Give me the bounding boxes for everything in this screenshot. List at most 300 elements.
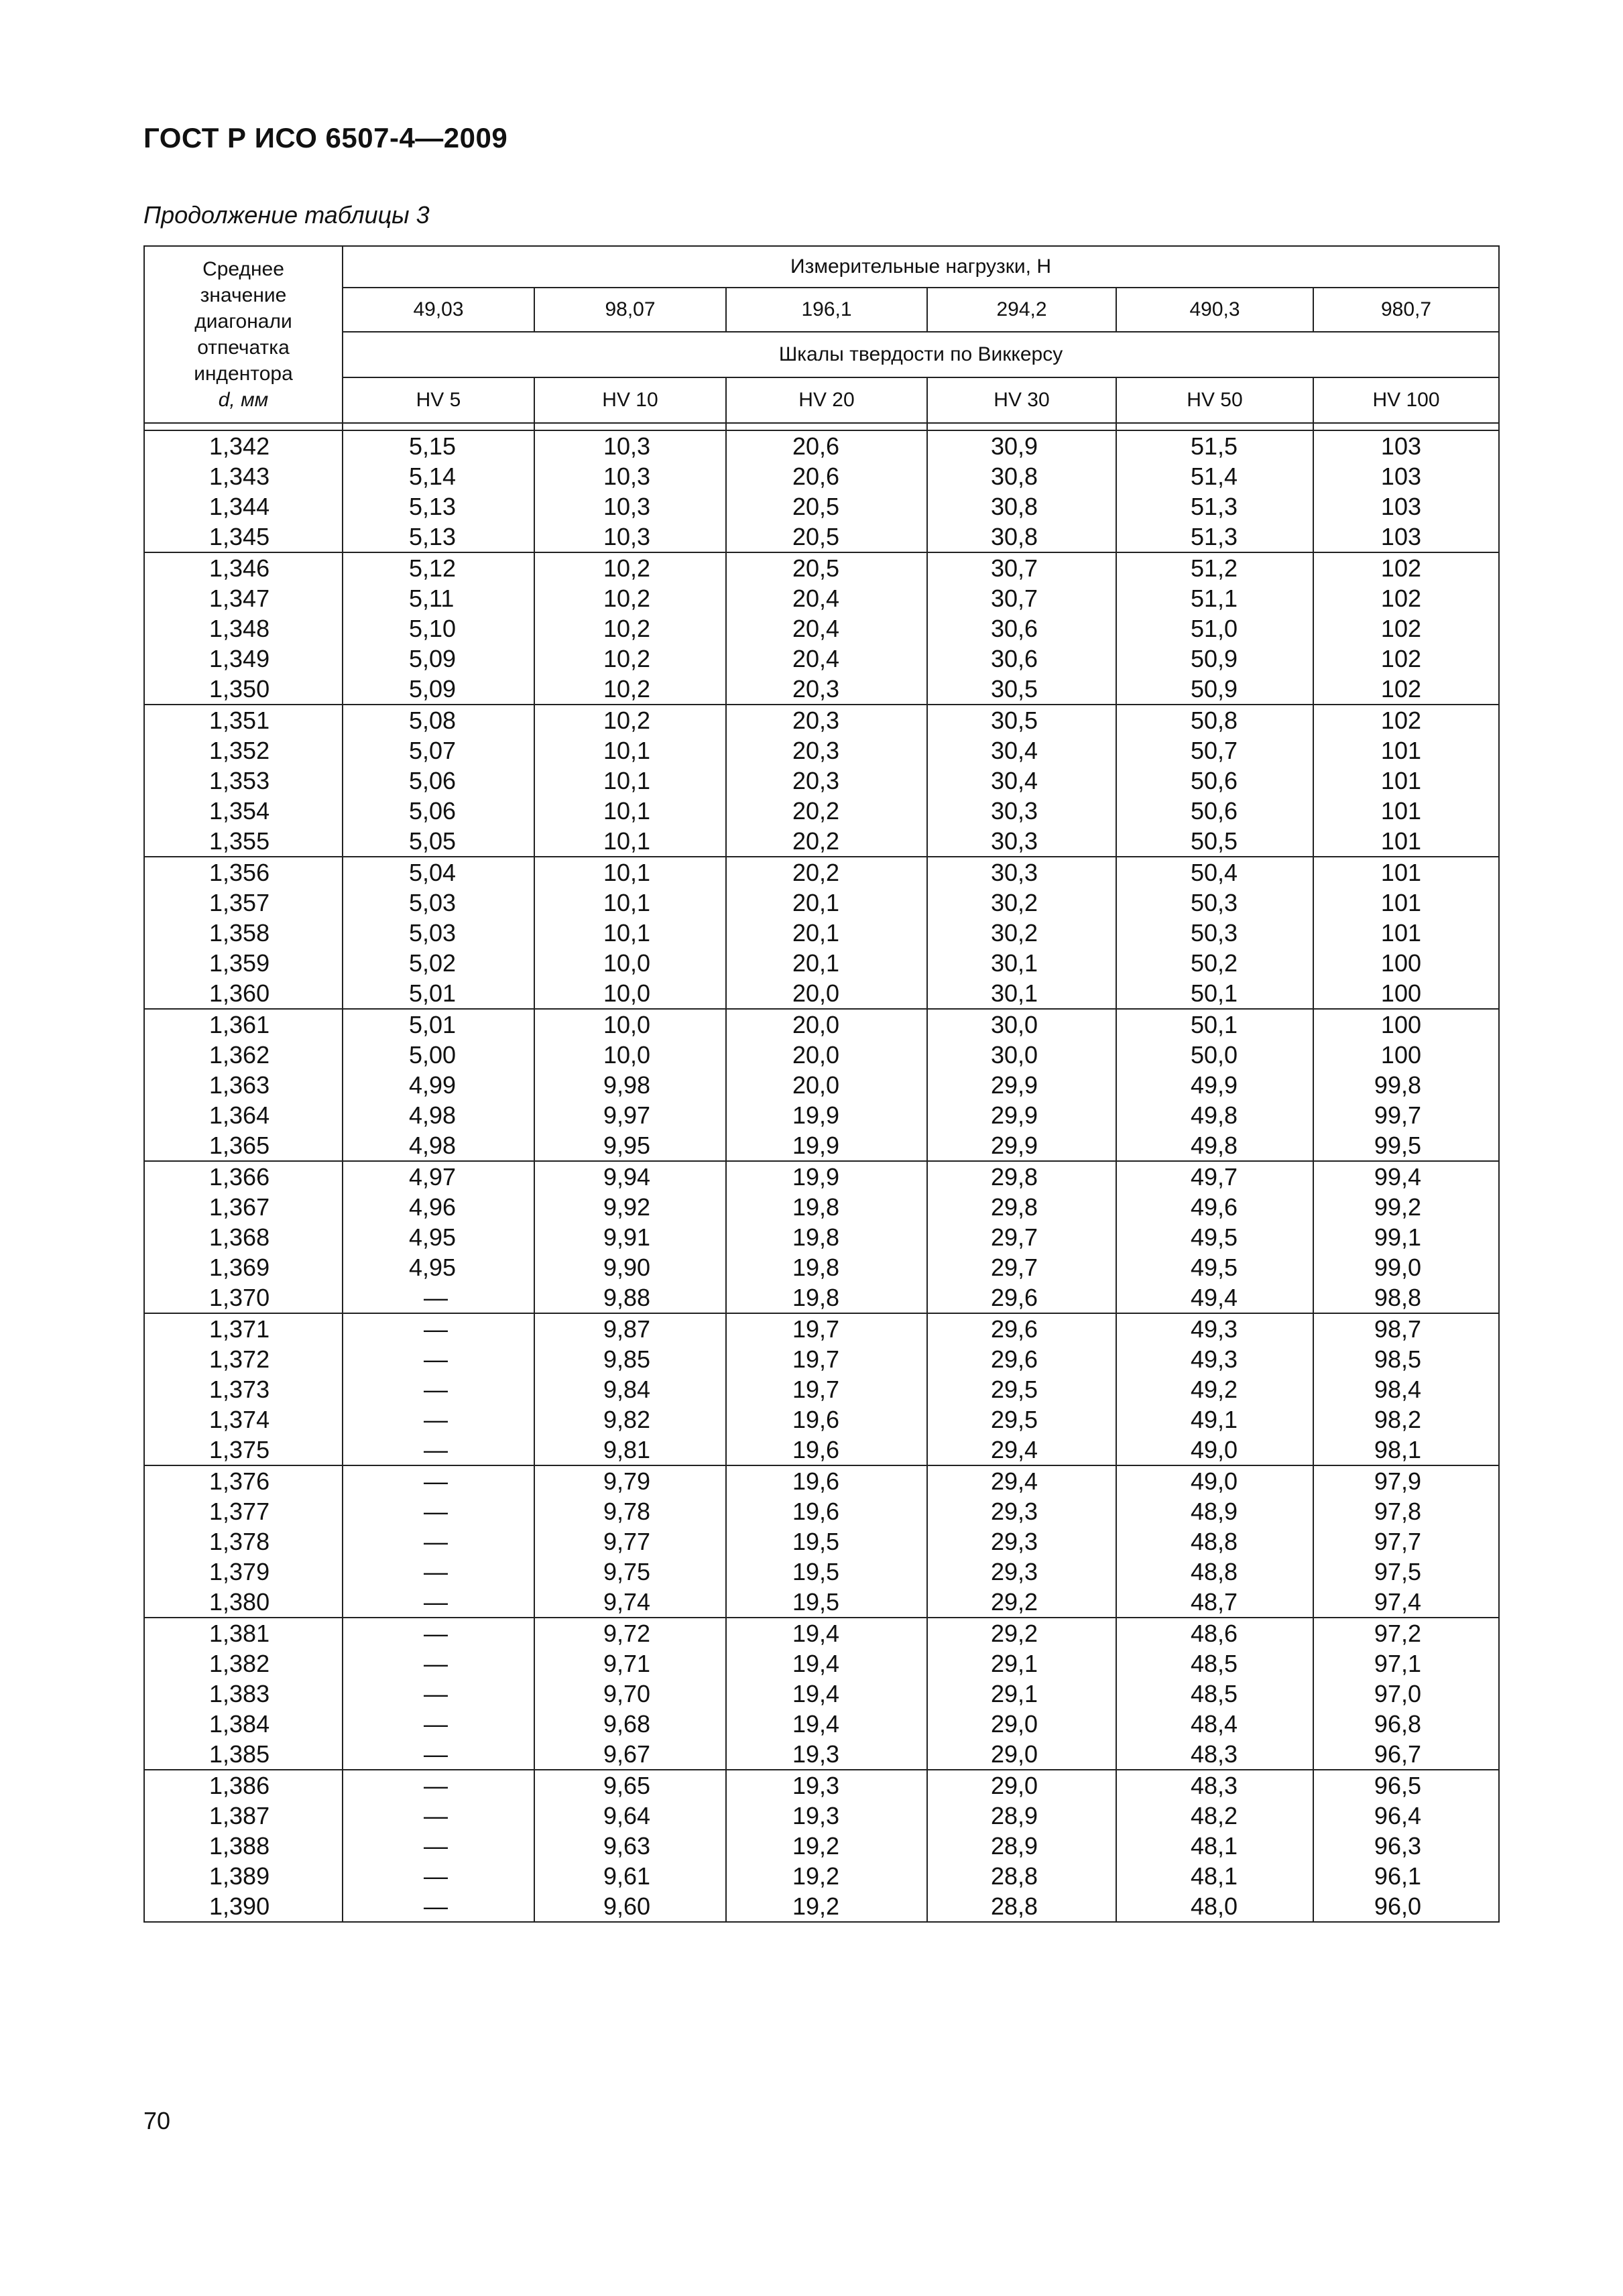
d-cell	[144, 1465, 343, 1618]
hv20-value: 20,3	[792, 767, 840, 794]
hv30-value: 30,6	[991, 615, 1038, 642]
diagonal-value: 1,389	[209, 1862, 270, 1890]
hv100-value: 101	[1380, 737, 1421, 764]
hv5-cell	[343, 857, 534, 1009]
hv100-value: 97,0	[1374, 1680, 1421, 1707]
table-row-group	[144, 1161, 1499, 1313]
hv100-cell	[1313, 1618, 1499, 1770]
diagonal-value: 1,386	[209, 1772, 270, 1799]
hv10-value: 10,1	[603, 737, 651, 764]
hv100-value: 97,1	[1374, 1650, 1421, 1677]
hv30-value: 29,5	[991, 1376, 1038, 1403]
hv5-cell	[343, 552, 534, 705]
hv30-value: 29,9	[991, 1101, 1038, 1129]
hv30-value: 29,9	[991, 1132, 1038, 1159]
hv10-value: 9,77	[603, 1528, 651, 1555]
hv5-value: —	[424, 1588, 448, 1616]
hv20-value: 20,1	[792, 919, 840, 947]
hv5-value: 5,07	[409, 737, 457, 764]
hv50-value: 50,7	[1191, 737, 1238, 764]
diagonal-value: 1,365	[209, 1132, 270, 1159]
diagonal-value: 1,349	[209, 645, 270, 672]
hv100-value: 103	[1380, 463, 1421, 490]
diagonal-value: 1,358	[209, 919, 270, 947]
d-cell	[144, 552, 343, 705]
hv30-value: 29,6	[991, 1315, 1038, 1343]
hv30-value: 30,1	[991, 979, 1038, 1007]
hv10-value: 9,71	[603, 1650, 651, 1677]
hv5-value: —	[424, 1528, 448, 1555]
diagonal-value: 1,387	[209, 1802, 270, 1829]
hv10-value: 9,90	[603, 1254, 651, 1281]
diagonal-value: 1,344	[209, 493, 270, 520]
diagonal-value: 1,360	[209, 979, 270, 1007]
hv10-cell	[534, 1770, 726, 1922]
hv30-value: 29,4	[991, 1436, 1038, 1463]
hv20-value: 19,4	[792, 1710, 840, 1738]
hv30-value: 29,8	[991, 1163, 1038, 1191]
hv5-cell	[343, 1009, 534, 1161]
vickers-hardness-table	[143, 245, 1500, 1923]
hv20-value: 20,6	[792, 463, 840, 490]
hv20-value: 19,6	[792, 1467, 840, 1495]
hv10-cell	[534, 430, 726, 552]
hv10-value: 10,2	[603, 615, 651, 642]
diagonal-value: 1,346	[209, 554, 270, 582]
table-row-group	[144, 1465, 1499, 1618]
hv50-value: 48,3	[1191, 1740, 1238, 1768]
hv10-value: 9,78	[603, 1498, 651, 1525]
hv100-value: 98,1	[1374, 1436, 1421, 1463]
hv5-value: —	[424, 1376, 448, 1403]
hv30-value: 30,8	[991, 493, 1038, 520]
hv5-value: —	[424, 1620, 448, 1647]
hv10-value: 9,92	[603, 1193, 651, 1221]
hv20-value: 19,8	[792, 1193, 840, 1221]
d-cell	[144, 857, 343, 1009]
hv50-value: 49,7	[1191, 1163, 1238, 1191]
hv50-value: 48,4	[1191, 1710, 1238, 1738]
diagonal-value: 1,378	[209, 1528, 270, 1555]
hv10-value: 9,65	[603, 1772, 651, 1799]
hv50-value: 48,7	[1191, 1588, 1238, 1616]
hv50-value: 50,2	[1191, 949, 1238, 977]
hv5-value: —	[424, 1315, 448, 1343]
hv100-value: 102	[1380, 615, 1421, 642]
scale-header: HV 10	[534, 377, 726, 423]
hv10-value: 9,79	[603, 1467, 651, 1495]
table-row-group	[144, 1009, 1499, 1161]
hv30-value: 30,3	[991, 827, 1038, 855]
hv10-value: 9,87	[603, 1315, 651, 1343]
hv100-cell	[1313, 1770, 1499, 1922]
diagonal-value: 1,390	[209, 1892, 270, 1920]
hv50-value: 49,5	[1191, 1254, 1238, 1281]
hv10-value: 10,1	[603, 797, 651, 825]
hv5-value: —	[424, 1680, 448, 1707]
hv30-value: 30,7	[991, 585, 1038, 612]
hv50-value: 50,3	[1191, 889, 1238, 916]
hv30-value: 30,4	[991, 737, 1038, 764]
hv100-cell	[1313, 1009, 1499, 1161]
hv10-value: 10,1	[603, 919, 651, 947]
diagonal-value: 1,361	[209, 1011, 270, 1038]
hv50-value: 51,4	[1191, 463, 1238, 490]
hv5-value: —	[424, 1436, 448, 1463]
hv100-value: 97,7	[1374, 1528, 1421, 1555]
hv10-value: 10,2	[603, 707, 651, 734]
hv50-value: 49,6	[1191, 1193, 1238, 1221]
hv10-cell	[534, 552, 726, 705]
hv20-value: 19,8	[792, 1223, 840, 1251]
hv20-value: 20,5	[792, 554, 840, 582]
diagonal-value: 1,383	[209, 1680, 270, 1707]
loads-title: Измерительные нагрузки, Н	[343, 246, 1499, 288]
hv100-value: 100	[1380, 1041, 1421, 1069]
hv30-value: 28,9	[991, 1832, 1038, 1860]
hv100-value: 97,8	[1374, 1498, 1421, 1525]
hv20-value: 19,9	[792, 1132, 840, 1159]
diagonal-value: 1,379	[209, 1558, 270, 1585]
hv20-value: 20,4	[792, 645, 840, 672]
load-header: 294,2	[927, 288, 1116, 332]
load-header: 490,3	[1116, 288, 1313, 332]
hv50-value: 49,0	[1191, 1467, 1238, 1495]
hv50-cell	[1116, 1161, 1313, 1313]
hv100-value: 98,8	[1374, 1284, 1421, 1311]
hv5-value: 4,98	[409, 1132, 457, 1159]
hv20-cell	[726, 1618, 927, 1770]
hv100-value: 96,7	[1374, 1740, 1421, 1768]
hv5-value: 5,00	[409, 1041, 457, 1069]
hv50-cell	[1116, 1009, 1313, 1161]
hv100-value: 99,8	[1374, 1071, 1421, 1099]
hv50-value: 49,5	[1191, 1223, 1238, 1251]
hv20-value: 19,7	[792, 1315, 840, 1343]
hv100-value: 101	[1380, 797, 1421, 825]
hv5-value: 5,05	[409, 827, 457, 855]
hv100-value: 98,5	[1374, 1345, 1421, 1373]
hv30-cell	[927, 705, 1116, 857]
hv50-value: 51,0	[1191, 615, 1238, 642]
hv10-cell	[534, 1465, 726, 1618]
hv5-cell	[343, 705, 534, 857]
hv5-value: 5,12	[409, 554, 457, 582]
hv50-value: 50,8	[1191, 707, 1238, 734]
hv50-value: 49,2	[1191, 1376, 1238, 1403]
hv20-value: 19,2	[792, 1862, 840, 1890]
diagonal-value: 1,371	[209, 1315, 270, 1343]
hv100-value: 103	[1380, 523, 1421, 550]
diagonal-value: 1,381	[209, 1620, 270, 1647]
hv100-value: 102	[1380, 645, 1421, 672]
hv5-value: —	[424, 1498, 448, 1525]
hv30-value: 30,6	[991, 645, 1038, 672]
hv10-cell	[534, 1009, 726, 1161]
hv100-value: 101	[1380, 767, 1421, 794]
hv50-value: 48,8	[1191, 1558, 1238, 1585]
hv50-value: 50,5	[1191, 827, 1238, 855]
hv20-cell	[726, 1770, 927, 1922]
hv30-value: 29,0	[991, 1740, 1038, 1768]
hv10-value: 10,2	[603, 675, 651, 703]
hv50-value: 50,1	[1191, 979, 1238, 1007]
hv5-value: 5,06	[409, 767, 457, 794]
hv20-value: 19,3	[792, 1740, 840, 1768]
hv50-cell	[1116, 430, 1313, 552]
hv30-value: 29,3	[991, 1558, 1038, 1585]
hv50-value: 51,3	[1191, 523, 1238, 550]
diagonal-header-line: индентора	[194, 363, 293, 385]
hv30-cell	[927, 857, 1116, 1009]
hv50-value: 51,2	[1191, 554, 1238, 582]
hv30-cell	[927, 1009, 1116, 1161]
hv100-value: 96,8	[1374, 1710, 1421, 1738]
hv100-value: 100	[1380, 949, 1421, 977]
hv20-value: 20,2	[792, 797, 840, 825]
hv100-value: 99,7	[1374, 1101, 1421, 1129]
hv5-value: 5,13	[409, 493, 457, 520]
hv5-value: 5,06	[409, 797, 457, 825]
hv10-value: 9,97	[603, 1101, 651, 1129]
hv10-value: 9,60	[603, 1892, 651, 1920]
hv30-value: 30,5	[991, 707, 1038, 734]
hv100-value: 99,5	[1374, 1132, 1421, 1159]
load-header: 196,1	[726, 288, 927, 332]
hv50-cell	[1116, 1770, 1313, 1922]
hv5-value: 5,11	[409, 585, 455, 612]
hv50-value: 48,9	[1191, 1498, 1238, 1525]
hv30-value: 29,0	[991, 1710, 1038, 1738]
header-separator	[144, 423, 1499, 430]
hv10-value: 10,1	[603, 827, 651, 855]
hv20-value: 19,4	[792, 1680, 840, 1707]
hv50-cell	[1116, 1618, 1313, 1770]
hv5-cell	[343, 1770, 534, 1922]
diagonal-value: 1,351	[209, 707, 270, 734]
hv50-value: 50,3	[1191, 919, 1238, 947]
table-row-group	[144, 1770, 1499, 1922]
hv30-cell	[927, 1770, 1116, 1922]
scale-header: HV 20	[726, 377, 927, 423]
diagonal-value: 1,367	[209, 1193, 270, 1221]
diagonal-value: 1,364	[209, 1101, 270, 1129]
hv100-value: 102	[1380, 707, 1421, 734]
hv50-cell	[1116, 705, 1313, 857]
hv30-value: 28,8	[991, 1862, 1038, 1890]
hv50-value: 49,1	[1191, 1406, 1238, 1433]
hv20-value: 20,3	[792, 675, 840, 703]
diagonal-header-line: значение	[200, 284, 287, 306]
hv100-value: 100	[1380, 1011, 1421, 1038]
hv100-value: 99,1	[1374, 1223, 1421, 1251]
diagonal-value: 1,356	[209, 859, 270, 886]
hv20-value: 19,8	[792, 1284, 840, 1311]
hv10-value: 10,3	[603, 463, 651, 490]
diagonal-value: 1,343	[209, 463, 270, 490]
hv100-cell	[1313, 705, 1499, 857]
hv20-value: 19,6	[792, 1498, 840, 1525]
hv10-value: 9,82	[603, 1406, 651, 1433]
hv10-cell	[534, 1618, 726, 1770]
hv20-value: 19,4	[792, 1650, 840, 1677]
hv5-value: 5,01	[409, 1011, 457, 1038]
hv20-value: 20,2	[792, 859, 840, 886]
hv10-value: 9,88	[603, 1284, 651, 1311]
hv10-value: 9,98	[603, 1071, 651, 1099]
diagonal-value: 1,374	[209, 1406, 270, 1433]
hv100-value: 101	[1380, 859, 1421, 886]
hv10-cell	[534, 1313, 726, 1465]
hv20-value: 19,7	[792, 1376, 840, 1403]
hv50-value: 49,4	[1191, 1284, 1238, 1311]
diagonal-value: 1,388	[209, 1832, 270, 1860]
hv20-value: 20,2	[792, 827, 840, 855]
scale-header: HV 100	[1313, 377, 1499, 423]
hv100-value: 97,9	[1374, 1467, 1421, 1495]
hv100-value: 101	[1380, 827, 1421, 855]
d-cell	[144, 1161, 343, 1313]
hv20-value: 20,3	[792, 707, 840, 734]
diagonal-value: 1,382	[209, 1650, 270, 1677]
hv20-value: 19,2	[792, 1832, 840, 1860]
hv30-cell	[927, 1465, 1116, 1618]
diagonal-value: 1,384	[209, 1710, 270, 1738]
hv30-value: 29,0	[991, 1772, 1038, 1799]
d-cell	[144, 1770, 343, 1922]
hv100-value: 96,4	[1374, 1802, 1421, 1829]
hv20-value: 20,4	[792, 615, 840, 642]
hv30-cell	[927, 1313, 1116, 1465]
hv20-cell	[726, 1009, 927, 1161]
hv100-cell	[1313, 1465, 1499, 1618]
hv5-value: 5,09	[409, 645, 457, 672]
hv5-value: —	[424, 1740, 448, 1768]
hv50-value: 48,2	[1191, 1802, 1238, 1829]
hv100-value: 96,5	[1374, 1772, 1421, 1799]
hv50-value: 51,5	[1191, 432, 1238, 460]
hv5-cell	[343, 1161, 534, 1313]
hv5-value: —	[424, 1558, 448, 1585]
hv50-value: 50,4	[1191, 859, 1238, 886]
hv100-value: 98,2	[1374, 1406, 1421, 1433]
hv30-value: 30,3	[991, 797, 1038, 825]
hv30-value: 29,2	[991, 1620, 1038, 1647]
hv100-value: 99,4	[1374, 1163, 1421, 1191]
hv20-cell	[726, 430, 927, 552]
hv50-cell	[1116, 1465, 1313, 1618]
hv30-value: 29,8	[991, 1193, 1038, 1221]
hv10-value: 9,81	[603, 1436, 651, 1463]
hv20-cell	[726, 1161, 927, 1313]
load-header: 980,7	[1313, 288, 1499, 332]
table-body	[144, 430, 1499, 1922]
hv20-value: 19,5	[792, 1588, 840, 1616]
table-row-group	[144, 1618, 1499, 1770]
hv100-value: 98,4	[1374, 1376, 1421, 1403]
hv5-value: 5,15	[409, 432, 457, 460]
hv10-value: 9,95	[603, 1132, 651, 1159]
hv20-value: 20,0	[792, 1071, 840, 1099]
diagonal-header-line: диагонали	[194, 310, 292, 333]
hv100-value: 99,0	[1374, 1254, 1421, 1281]
diagonal-value: 1,354	[209, 797, 270, 825]
hv30-value: 29,4	[991, 1467, 1038, 1495]
hv10-value: 9,84	[603, 1376, 651, 1403]
hv50-value: 48,1	[1191, 1862, 1238, 1890]
hv5-value: 5,03	[409, 919, 457, 947]
hv20-value: 20,1	[792, 889, 840, 916]
diagonal-value: 1,357	[209, 889, 270, 916]
hv5-value: 4,99	[409, 1071, 457, 1099]
hv30-cell	[927, 1618, 1116, 1770]
hv20-value: 20,0	[792, 1041, 840, 1069]
hv20-value: 20,4	[792, 585, 840, 612]
hv10-value: 10,1	[603, 859, 651, 886]
hv100-value: 96,1	[1374, 1862, 1421, 1890]
hv30-value: 29,1	[991, 1650, 1038, 1677]
hv20-value: 19,6	[792, 1436, 840, 1463]
d-cell	[144, 1618, 343, 1770]
d-cell	[144, 1009, 343, 1161]
diagonal-value: 1,385	[209, 1740, 270, 1768]
hv100-cell	[1313, 857, 1499, 1009]
hv30-value: 29,5	[991, 1406, 1038, 1433]
hv10-cell	[534, 705, 726, 857]
diagonal-value: 1,368	[209, 1223, 270, 1251]
hv10-value: 10,0	[603, 1041, 651, 1069]
hv10-value: 10,0	[603, 1011, 651, 1038]
hv5-value: 5,09	[409, 675, 457, 703]
hv30-value: 30,0	[991, 1011, 1038, 1038]
hv50-value: 49,8	[1191, 1101, 1238, 1129]
hv30-cell	[927, 430, 1116, 552]
hv10-value: 10,1	[603, 889, 651, 916]
hv30-value: 30,5	[991, 675, 1038, 703]
hv30-value: 29,3	[991, 1498, 1038, 1525]
hv30-value: 29,2	[991, 1588, 1038, 1616]
scale-header: HV 5	[343, 377, 534, 423]
hv100-cell	[1313, 1161, 1499, 1313]
hv30-value: 28,9	[991, 1802, 1038, 1829]
hv30-value: 29,9	[991, 1071, 1038, 1099]
hv30-value: 29,6	[991, 1284, 1038, 1311]
hv10-value: 10,2	[603, 645, 651, 672]
diagonal-value: 1,369	[209, 1254, 270, 1281]
hv20-value: 20,0	[792, 1011, 840, 1038]
hv50-value: 48,1	[1191, 1832, 1238, 1860]
hv10-cell	[534, 1161, 726, 1313]
hv50-cell	[1116, 1313, 1313, 1465]
hv100-value: 102	[1380, 554, 1421, 582]
hv30-value: 30,8	[991, 463, 1038, 490]
hv50-value: 48,8	[1191, 1528, 1238, 1555]
hv30-value: 29,3	[991, 1528, 1038, 1555]
hv20-cell	[726, 857, 927, 1009]
hv20-cell	[726, 705, 927, 857]
hv5-value: —	[424, 1802, 448, 1829]
d-cell	[144, 1313, 343, 1465]
hv30-value: 30,3	[991, 859, 1038, 886]
hv30-cell	[927, 1161, 1116, 1313]
hv5-value: —	[424, 1284, 448, 1311]
diagonal-value: 1,375	[209, 1436, 270, 1463]
diagonal-value: 1,376	[209, 1467, 270, 1495]
hv20-value: 20,0	[792, 979, 840, 1007]
hv5-value: 4,98	[409, 1101, 457, 1129]
hv10-value: 9,85	[603, 1345, 651, 1373]
hv10-value: 10,0	[603, 949, 651, 977]
